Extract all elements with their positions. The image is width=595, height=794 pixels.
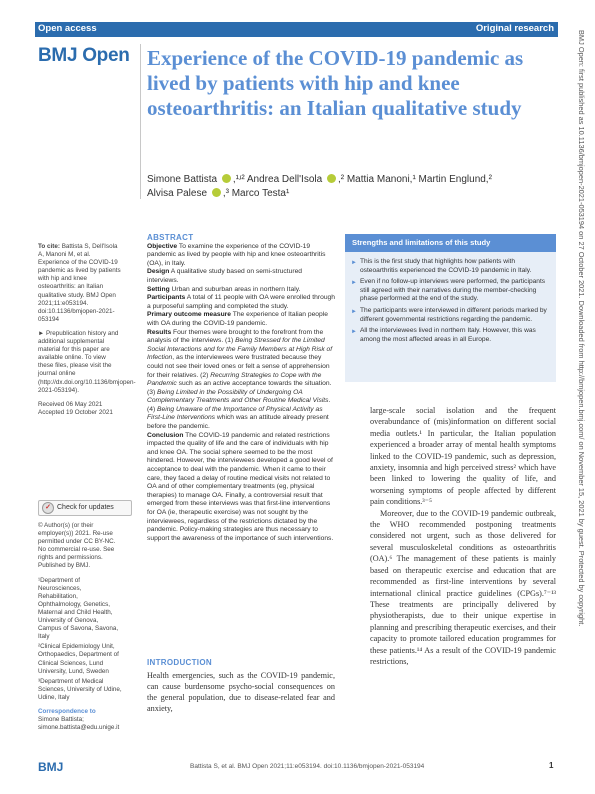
list-item: ► Even if no follow-up interviews were performed, the participants still agreed with their narratives during the member-checking phase performed at the end of the study. (351, 278, 546, 303)
citation-block: To cite: Battista S, Dell'Isola A, Manoni M, et al. Experience of the COVID-19 pandemic as lived by patients with hip and knee osteoarthritis: an Italian qualitative study. BMJ Open 2021;11:e053194. doi:10.1136/bmjopen-2021-053194 (38, 243, 121, 323)
correspondence-label: Correspondence to (38, 707, 96, 715)
left-sidebar-lower (38, 522, 122, 732)
orcid-icon[interactable] (327, 174, 336, 183)
abstract: ABSTRACT Objective To examine the experience of the COVID-19 pandemic as lived by people with hip and knee osteoarthritis (OA), in Italy. Design A qualitative study based on semi-structured interviews. Setting Urban and suburban areas in northern Italy. Participants A total of 11 people with OA were enrolled through a purposeful sampling and completed the study. Primary outcome measure The experience of Italian people with OA during the COVID-19 pandemic. Results Four themes were brought to the forefront from the analysis of the interviews. (1) Being Stressed for the Limited Social Interactions and for the Family Members at High Risk of Infection, as the interviewees were frustrated because they could not see their loved ones or felt a sense of apprehension for their relatives. (2) Recurring Strategies to Cope with the Pandemic such as an active acceptance towards the situation. (3) Being Limited in the Possibility of Undergoing OA Complementary Treatments and Other Routine Medical Visits. (4) Being Unaware of the Importance of Physical Activity as First-Line Interventions which was an attitude already present before the pandemic. Conclusion The COVID-19 pandemic and related restrictions impacted the quality of life and the care of individuals with hip and knee OA. The social sphere seemed to be the most hindered. However, the interviewees developed a good level of acceptance to deal with the pandemic. When it came to their care, they faced a delay of routine medical visits not related to OA and of other complementary treatments (eg, physical therapies) to manage OA. Finally, a controversial result that emerged from these interviews was that first-line interventions for OA (ie, therapeutic exercise) was not sought by the interviewees, regardless of the restrictions dictated by the pandemic. Policy-making strategies are thus necessary to support the awareness of the importance of such interventions. (147, 233, 335, 542)
affiliation: ¹Department of Neurosciences, Rehabilitation, Ophthalmology, Genetics, Maternal and Child Health, University of Genova, Campus of Savona, Savona, Italy (38, 576, 119, 641)
author-name[interactable]: Simone Battista (147, 174, 218, 185)
prepublication-note[interactable]: ► Prepublication history and additional supplemental material for this paper are available online. To view these files, please visit the journal online (http://dx.doi.org/10.1136/bmjopen-2021-053194). (38, 329, 136, 394)
bullet-triangle-icon: ► (351, 280, 357, 287)
received-date: Received 06 May 2021 (38, 400, 103, 408)
affiliation: ²Clinical Epidemiology Unit, Orthopaedics, Department of Clinical Sciences, Lund University, Lund, Sweden (38, 643, 119, 675)
header-divider (140, 44, 141, 199)
correspondence-email[interactable]: simone.battista@edu.unige.it (38, 724, 120, 732)
orcid-icon[interactable] (222, 174, 231, 183)
strengths-box-heading: Strengths and limitations of this study (345, 234, 556, 252)
article-title: Experience of the COVID-19 pandemic as lived by patients with hip and knee osteoarthritis: an Italian qualitative study (147, 46, 524, 120)
author-name[interactable]: Alvisa Palese (147, 188, 208, 199)
body-text-right (370, 405, 556, 667)
article-type-label: Original research (475, 23, 554, 34)
bullet-triangle-icon: ► (351, 308, 357, 315)
bullet-triangle-icon: ► (351, 329, 357, 336)
abstract-heading: ABSTRACT (147, 233, 194, 242)
left-sidebar-column (38, 243, 136, 423)
author-list: Simone Battista ,¹ʴ² Andrea Dell'Isola ,² Mattia Manoni,¹ Martin Englund,² Alvisa Palese ,³ Marco Testa¹ (147, 174, 492, 199)
bullet-triangle-icon: ► (351, 260, 357, 266)
list-item: ► All the interviewees lived in northern Italy. However, this was among the most affected areas in all Europe. (351, 327, 536, 343)
accepted-date: Accepted 19 October 2021 (38, 408, 113, 416)
introduction-heading: INTRODUCTION (147, 658, 212, 667)
check-for-updates-icon: ✓ (42, 502, 54, 514)
header-bar (35, 22, 558, 37)
strengths-limitations-box (345, 234, 556, 382)
affiliation: ³Department of Medical Sciences, University of Udine, Udine, Italy (38, 677, 122, 701)
orcid-icon[interactable] (212, 188, 221, 197)
list-item: ► The participants were interviewed in different periods marked by different governmental restrictions regarding the pandemic. (351, 306, 547, 323)
paragraph: large-scale social isolation and the frequent overabundance of (mis)information on different social media outlets.¹ In particular, the Italian population experienced a broader array of mental health symptoms linked to the COVID-19 pandemic, such as depression, anxiety, insomnia and high perceived stress² which have been linked to lowering the quality of life, and worsening symptoms of people affected by different pain conditions.³⁻⁵ (370, 406, 556, 507)
list-item: ► This is the first study that highlights how patients with osteoarthritis experienced the COVID-19 pandemic in Italy. (351, 258, 532, 274)
vertical-download-note: BMJ Open: first published as 10.1136/bmjopen-2021-053194 on 27 October 2021. Downloaded from http://bmjopen.bmj.com/ on November 15, 2021 by guest. Protected by copyright. (577, 30, 586, 627)
copyright-note: © Author(s) (or their employer(s)) 2021. Re-use permitted under CC BY-NC. No commercial re-use. See rights and permissions. Published by BMJ. (38, 522, 116, 570)
page-number: 1 (549, 761, 554, 770)
footer-bmj-logo: BMJ (38, 760, 64, 774)
open-access-label: Open access (38, 23, 97, 34)
check-for-updates-button[interactable]: ✓ Check for updates (38, 500, 132, 516)
footer-citation: Battista S, et al. BMJ Open 2021;11:e053194. doi:10.1136/bmjopen-2021-053194 (190, 763, 425, 770)
paragraph: Moreover, due to the COVID-19 pandemic outbreak, the WHO recommended postponing treatments considered not urgent, such as those delivered for several musculoskeletal conditions as osteoarthritis (OA).⁶ The management of these patients is mainly based on therapeutic exercise and education that are recommended as first-line interventions by several international clinical practice guidelines (CPGs).⁷⁻¹³ These treatments are principally delivered by physiotherapists, due to their unique expertise in planning and prescribing therapeutic exercises, and their capacity to promote tailored education programmes for these patients.¹⁴ As a result of the COVID-19 pandemic restrictions, (370, 508, 556, 666)
correspondence-name: Simone Battista; (38, 716, 84, 724)
journal-logo: BMJ Open (38, 45, 130, 66)
introduction-text: Health emergencies, such as the COVID-19 pandemic, can cause burdensome psycho-social consequences on the general population, due to disease-related fear and anxiety, (147, 671, 335, 714)
